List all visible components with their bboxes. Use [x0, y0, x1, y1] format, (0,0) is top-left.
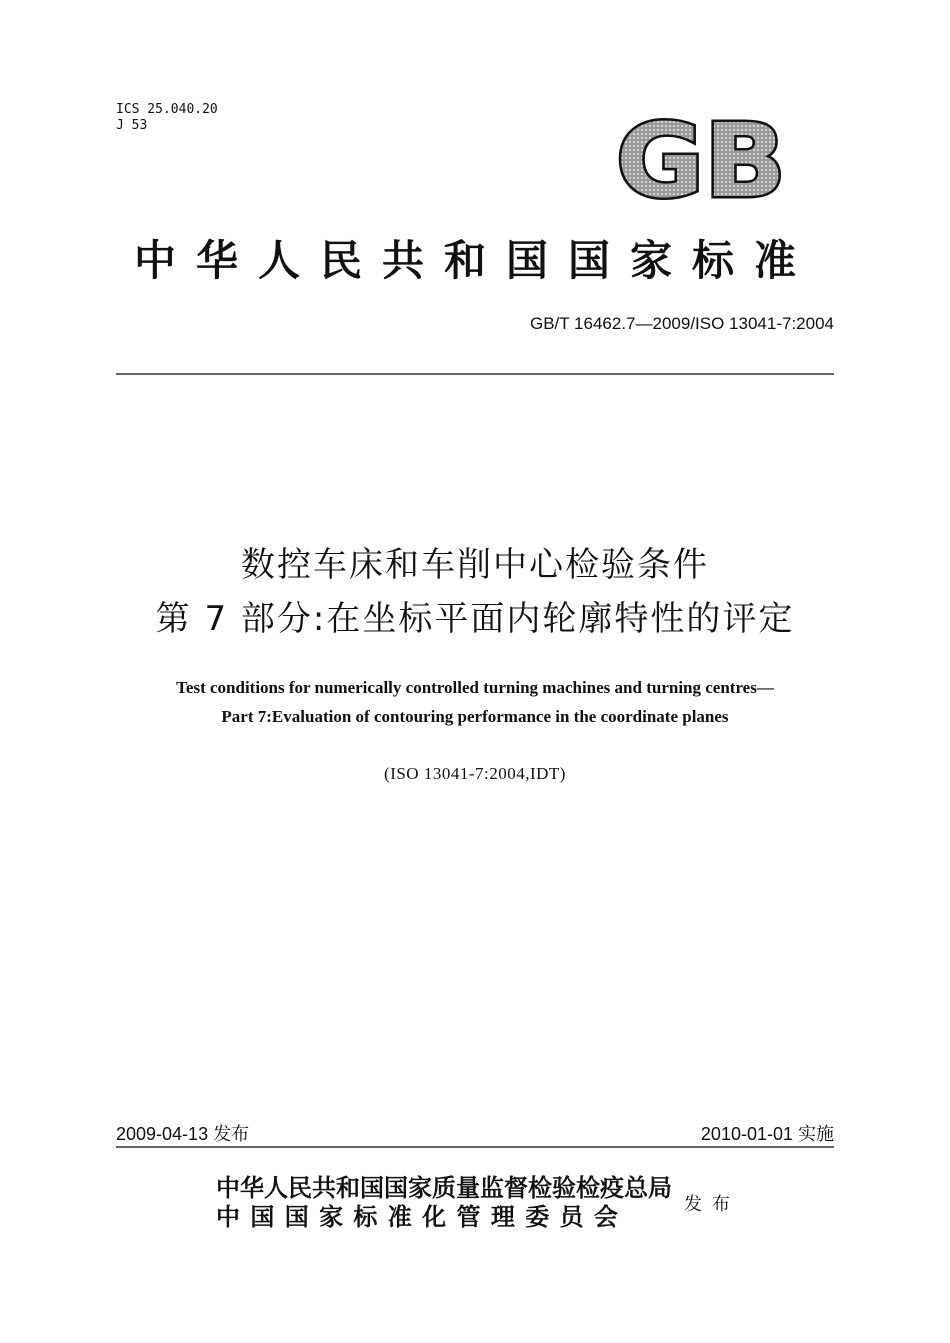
ccs-code: J 53 [116, 118, 148, 133]
ics-code: ICS 25.040.20 [116, 102, 218, 117]
standard-code: GB/T 16462.7—2009/ISO 13041-7:2004 [529, 314, 834, 333]
gb-logo [612, 112, 790, 204]
english-title-line2: Part 7:Evaluation of contouring performance in the coordinate planes [221, 707, 729, 726]
implementation-date: 2010-01-01 实施 [700, 1124, 834, 1144]
top-divider [116, 373, 834, 375]
issuer-aqsiq: 中华人民共和国国家质量监督检验检疫总局 [216, 1173, 672, 1202]
chinese-title-line2: 第 7 部分:在坐标平面内轮廓特性的评定 [155, 599, 795, 639]
publish-label: 发布 [684, 1194, 740, 1215]
bottom-divider [116, 1146, 834, 1148]
issue-date: 2009-04-13 发布 [116, 1124, 250, 1144]
svg-text:GB: GB [616, 112, 786, 204]
issuer-sac: 中 国 国 家 标 准 化 管 理 委 员 会 [216, 1202, 619, 1231]
national-standard-title: 中华人民共和国国家标准 [133, 236, 816, 285]
chinese-title-line1: 数控车床和车削中心检验条件 [241, 545, 709, 585]
iso-equivalence: (ISO 13041-7:2004,IDT) [384, 764, 566, 783]
english-title-line1: Test conditions for numerically controlled turning machines and turning centres— [176, 678, 774, 697]
